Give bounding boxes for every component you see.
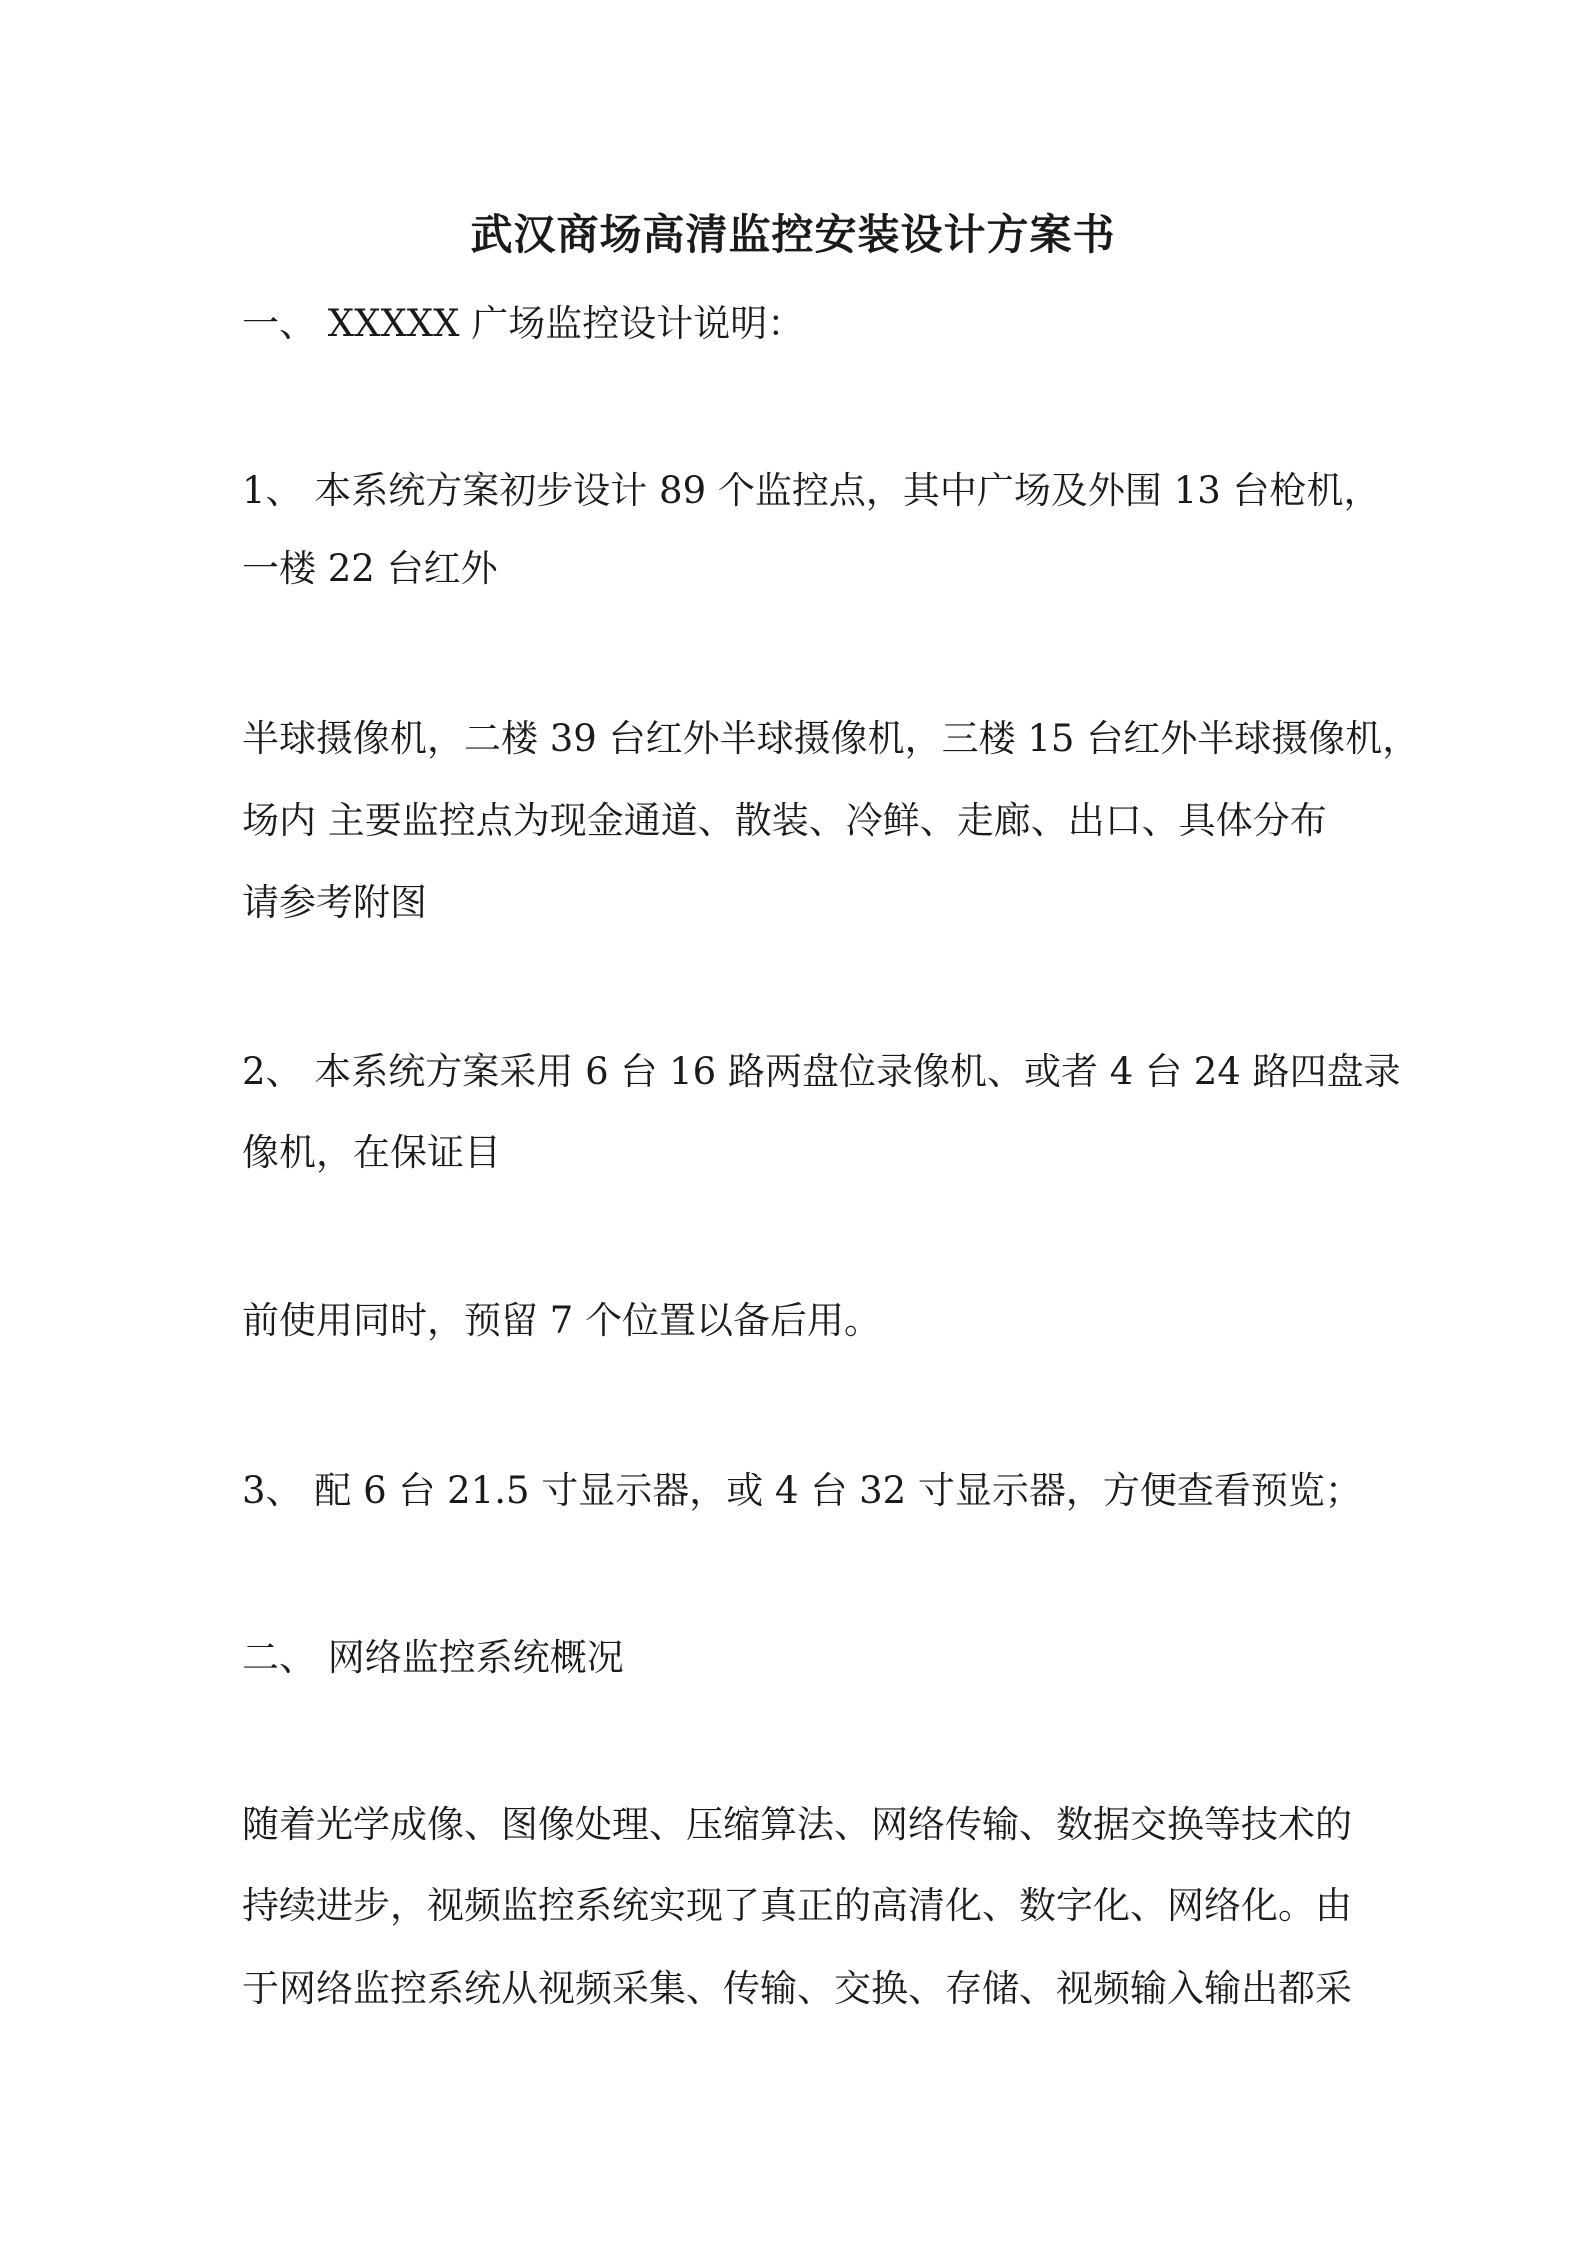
paragraph-line: 3、 配 6 台 21.5 寸显示器，或 4 台 32 寸显示器，方便查看预览； bbox=[242, 1469, 1362, 1512]
paragraph-line: 前使用同时，预留 7 个位置以备后用。 bbox=[242, 1299, 882, 1342]
paragraph-line: 场内 主要监控点为现金通道、散装、冷鲜、走廊、出口、具体分布 bbox=[242, 799, 1327, 842]
paragraph-line: 于网络监控系统从视频采集、传输、交换、存储、视频输入输出都采 bbox=[242, 1967, 1352, 2010]
paragraph-line: 请参考附图 bbox=[242, 881, 427, 924]
paragraph-line: 持续进步，视频监控系统实现了真正的高清化、数字化、网络化。由 bbox=[242, 1884, 1352, 1927]
paragraph-line: 半球摄像机，二楼 39 台红外半球摄像机，三楼 15 台红外半球摄像机， bbox=[242, 717, 1420, 760]
document-title: 武汉商场高清监控安装设计方案书 bbox=[470, 210, 1116, 259]
paragraph-line: 2、 本系统方案采用 6 台 16 路两盘位录像机、或者 4 台 24 路四盘录 bbox=[242, 1050, 1401, 1093]
paragraph-line: 一楼 22 台红外 bbox=[242, 547, 498, 590]
section-heading-1: 一、 XXXXX 广场监控设计说明： bbox=[242, 302, 805, 345]
section-heading-2: 二、 网络监控系统概况 bbox=[242, 1636, 624, 1679]
paragraph-line: 1、 本系统方案初步设计 89 个监控点，其中广场及外围 13 台枪机， bbox=[242, 469, 1381, 512]
paragraph-line: 像机，在保证目 bbox=[242, 1131, 501, 1174]
paragraph-line: 随着光学成像、图像处理、压缩算法、网络传输、数据交换等技术的 bbox=[242, 1803, 1352, 1846]
